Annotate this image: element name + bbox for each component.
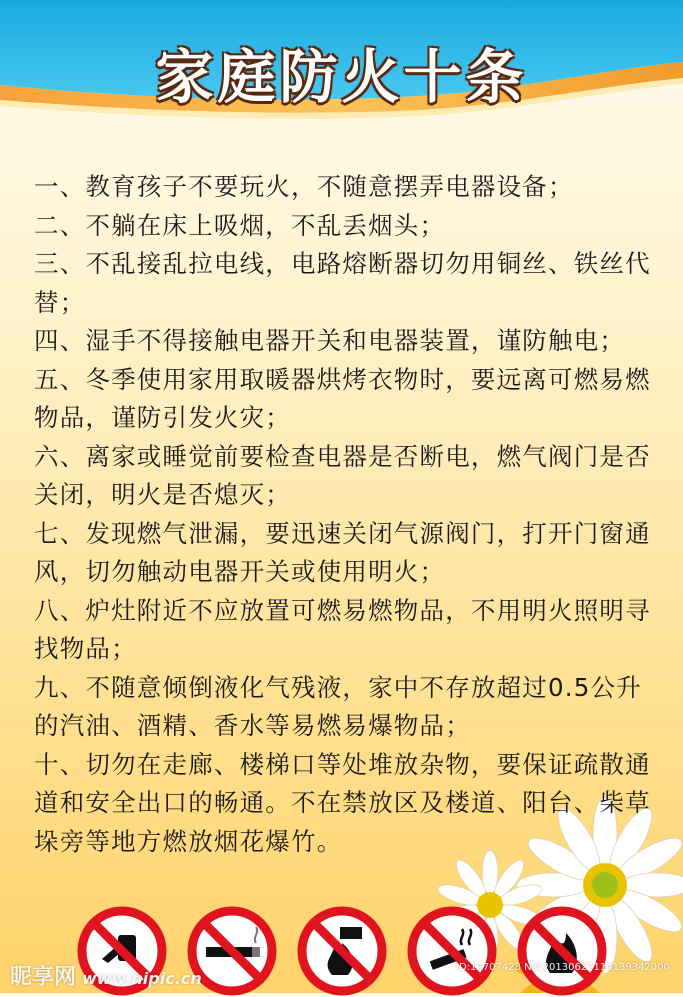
rule-2: 二、不躺在床上吸烟，不乱丢烟头；: [34, 210, 446, 240]
rule-8: 八、炉灶附近不应放置可燃易燃物品，不用明火照明寻找物品；: [34, 595, 651, 663]
rule-7: 七、发现燃气泄漏，要迅速关闭气源阀门，打开门窗通风，切勿触动电器开关或使用明火；: [34, 518, 651, 586]
rule-5: 五、冬季使用家用取暖器烘烤衣物时，要远离可燃易燃物品，谨防引发火灾；: [34, 364, 651, 432]
page-title: 家庭防火十条: [155, 43, 528, 111]
rule-10: 十、切勿在走廊、楼梯口等处堆放杂物，要保证疏散通道和安全出口的畅通。不在禁放区及楼道、阳台、柴草垛旁等地方燃放烟花爆竹。: [34, 749, 651, 856]
site-watermark: [10, 960, 202, 991]
rule-3: 三、不乱接乱拉电线，电路熔断器切勿用铜丝、铁丝代替；: [34, 249, 651, 317]
rule-6: 六、离家或睡觉前要检查电器是否断电，燃气阀门是否关闭，明火是否熄灭；: [34, 441, 651, 509]
rule-1: 一、教育孩子不要玩火，不随意摆弄电器设备；: [34, 172, 574, 201]
watermark-brand: 昵享网: [10, 965, 77, 990]
image-id-label: ID:12707428 NO:20130622114139342000: [456, 962, 670, 973]
no-fire-icon: [516, 905, 608, 997]
watermark-url: www.nipic.cn: [82, 969, 202, 988]
no-cigarette-icon: [406, 905, 498, 997]
fire-safety-rules-list: [34, 168, 659, 861]
no-open-flame-icon: [296, 905, 388, 997]
rule-9: 九、不随意倾倒液化气残液，家中不存放超过0.5公升的汽油、酒精、香水等易燃易爆物品；: [34, 672, 642, 740]
rule-4: 四、湿手不得接触电器开关和电器装置，谨防触电；: [34, 326, 626, 355]
